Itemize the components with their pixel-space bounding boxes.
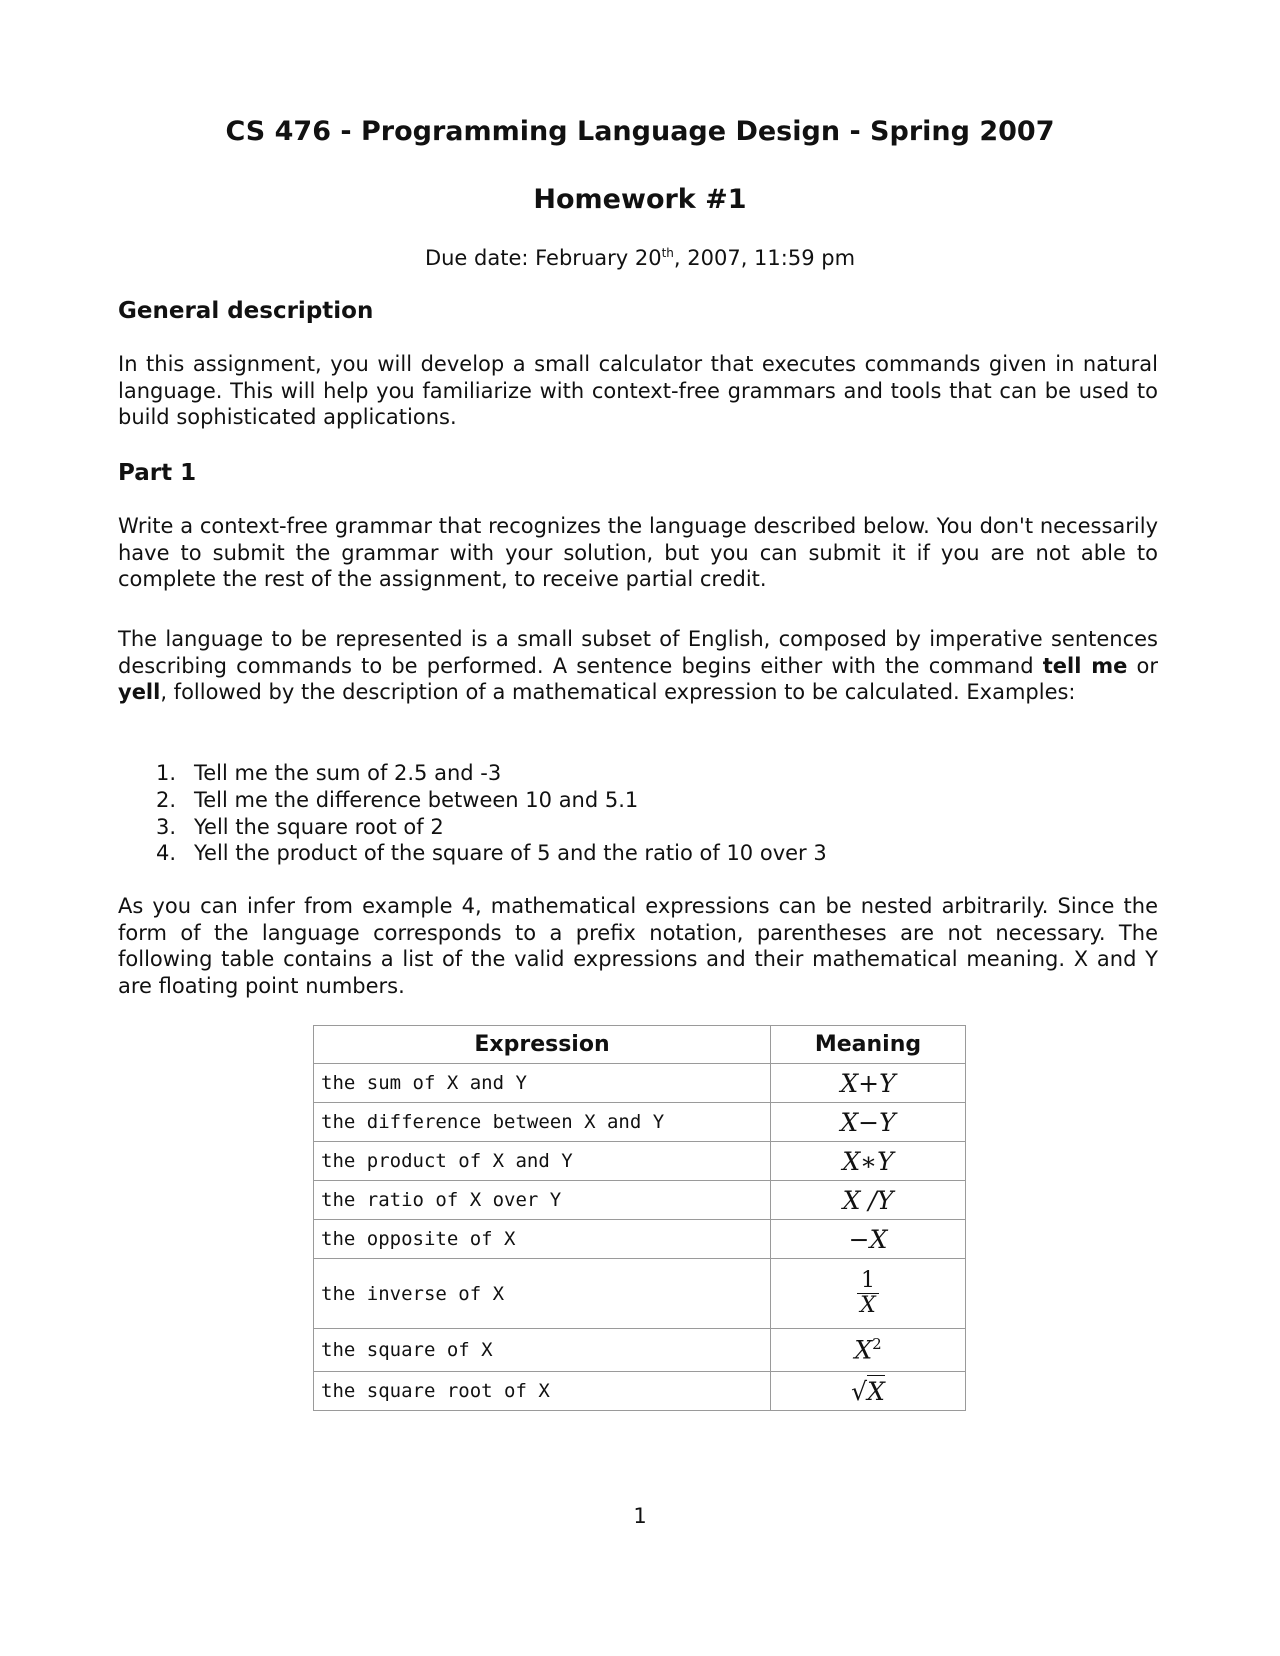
general-description-heading: General description — [118, 298, 374, 324]
expression-table — [313, 1025, 966, 1411]
table-row — [314, 1064, 966, 1103]
fraction — [857, 1269, 879, 1318]
part1-paragraph-1-text: Write a context-free grammar that recognizes the language described below. You don't necessarily have to submit the grammar with your solution, but you can submit it if you are not able to complete the rest of the assignment, to receive partial credit. — [118, 514, 1158, 591]
expression-cell: the square root of X — [314, 1372, 771, 1411]
part1-paragraph-3-text: As you can infer from example 4, mathematical expressions can be nested arbitrarily. Since the form of the language corresponds to a prefix notation, parentheses are not necessary. The following table contains a list of the valid expressions and their mathematical meaning. X and Y are floating point numbers. — [118, 894, 1158, 998]
meaning-cell: X∗Y — [771, 1142, 966, 1181]
expression-cell: the inverse of X — [314, 1259, 771, 1329]
list-item — [118, 787, 827, 814]
para2-intro: The language to be represented is a small subset of English, composed by imperative sentences describing commands to be performed. A sentence begins either with the command — [118, 627, 1158, 678]
fraction-numerator: 1 — [857, 1269, 879, 1294]
part1-paragraph-1 — [118, 513, 1158, 593]
part1-paragraph-2-text — [118, 626, 1158, 706]
expression-cell: the difference between X and Y — [314, 1103, 771, 1142]
page-number: 1 — [633, 1504, 647, 1528]
radical-sign: √ — [851, 1376, 868, 1406]
list-item — [118, 840, 827, 867]
table-row — [314, 1181, 966, 1220]
meaning-cell — [771, 1329, 966, 1372]
course-title: CS 476 - Programming Language Design - Spring 2007 — [225, 116, 1055, 147]
meaning-cell: X /Y — [771, 1181, 966, 1220]
part1-paragraph-2 — [118, 626, 1158, 706]
table-row — [314, 1329, 966, 1372]
examples-list — [118, 760, 827, 867]
part1-heading: Part 1 — [118, 460, 197, 486]
command-yell: yell — [118, 680, 161, 704]
due-date-prefix: Due date: February 20 — [424, 246, 662, 270]
expression-cell: the opposite of X — [314, 1220, 771, 1259]
power-exponent: 2 — [872, 1335, 882, 1354]
list-item-text: Tell me the difference between 10 and 5.1 — [194, 787, 639, 812]
list-item-number: 2. — [156, 787, 177, 812]
command-tell-me: tell me — [1042, 653, 1128, 678]
table-row — [314, 1220, 966, 1259]
meaning-cell: X+Y — [771, 1064, 966, 1103]
due-date — [0, 246, 1280, 270]
due-date-ordinal: th — [661, 246, 674, 260]
radicand: X — [867, 1376, 885, 1406]
column-header-meaning: Meaning — [771, 1026, 966, 1064]
table-row — [314, 1259, 966, 1329]
table-row — [314, 1103, 966, 1142]
table-row — [314, 1372, 966, 1411]
square-root — [851, 1377, 885, 1406]
list-item — [118, 760, 827, 787]
expression-cell: the ratio of X over Y — [314, 1181, 771, 1220]
para2-rest: , followed by the description of a mathematical expression to be calculated. Examples: — [160, 680, 1076, 704]
general-description-text — [118, 351, 1158, 431]
part1-paragraph-3 — [118, 893, 1158, 999]
meaning-cell: −X — [771, 1220, 966, 1259]
expression-cell: the sum of X and Y — [314, 1064, 771, 1103]
list-item-number: 3. — [156, 814, 177, 839]
table-row — [314, 1142, 966, 1181]
meaning-cell: X−Y — [771, 1103, 966, 1142]
para2-or: or — [1127, 653, 1158, 678]
meaning-cell — [771, 1259, 966, 1329]
list-item-text: Yell the product of the square of 5 and the ratio of 10 over 3 — [194, 841, 827, 866]
general-description-paragraph: In this assignment, you will develop a small calculator that executes commands given in natural language. This will help you familiarize with context-free grammars and tools that can be used to build sophisticated applications. — [118, 352, 1158, 429]
list-item-text: Tell me the sum of 2.5 and -3 — [194, 761, 502, 785]
expression-cell: the square of X — [314, 1329, 771, 1372]
due-date-suffix: , 2007, 11:59 pm — [673, 246, 856, 270]
table-header-row — [314, 1026, 966, 1064]
meaning-cell — [771, 1372, 966, 1411]
homework-title: Homework #1 — [533, 184, 747, 215]
fraction-denominator: X — [860, 1293, 876, 1318]
list-item-text: Yell the square root of 2 — [194, 814, 444, 839]
power-base: X — [854, 1335, 873, 1365]
column-header-expression: Expression — [314, 1026, 771, 1064]
list-item-number: 1. — [156, 761, 177, 785]
list-item — [118, 814, 827, 841]
list-item-number: 4. — [156, 841, 177, 866]
expression-cell: the product of X and Y — [314, 1142, 771, 1181]
